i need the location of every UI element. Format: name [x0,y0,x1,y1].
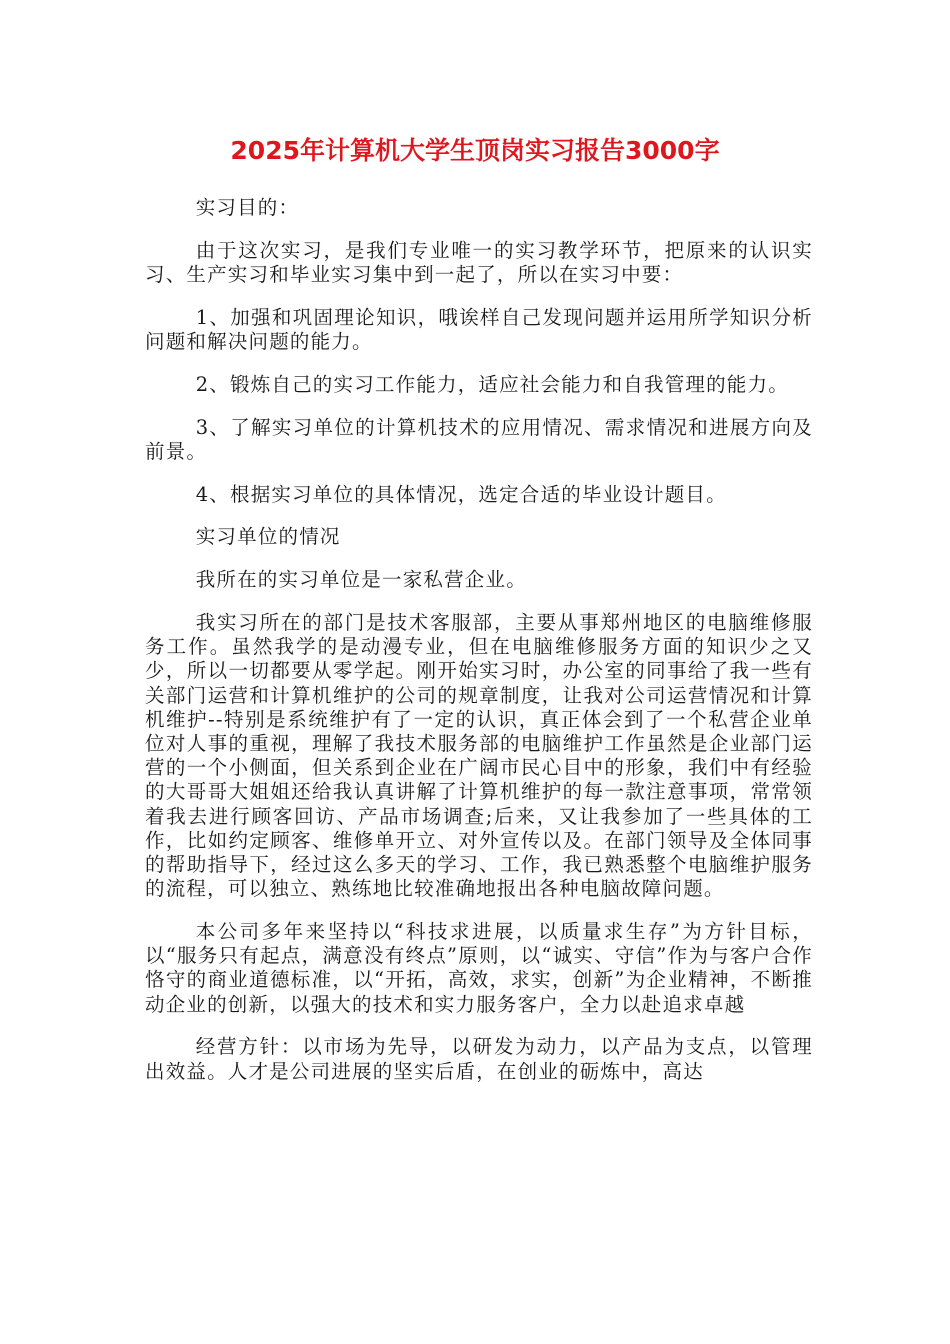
paragraph-department: 我实习所在的部门是技术客服部，主要从事郑州地区的电脑维修服务工作。虽然我学的是动漫专业，但在电脑维修服务方面的知识少之又少，所以一切都要从零学起。刚开始实习时，办公室的同事给了我一些有关部门运营和计算机维护的公司的规章制度，让我对公司运营情况和计算机维护--特别是系统维护有了一定的认识，真正体会到了一个私营企业单位对人事的重视，理解了我技术服务部的电脑维护工作虽然是企业部门运营的一个小侧面，但关系到企业在广阔市民心目中的形象，我们中有经验的大哥哥大姐姐还给我认真讲解了计算机维护的每一款注意事项，常常领着我去进行顾客回访、产品市场调查;后来，又让我参加了一些具体的工作，比如约定顾客、维修单开立、对外宣传以及。在部门领导及全体同事的帮助指导下，经过这么多天的学习、工作，我已熟悉整个电脑维护服务的流程，可以独立、熟练地比较准确地报出各种电脑故障问题。 [145,610,813,901]
paragraph-company-policy: 本公司多年来坚持以“科技求进展，以质量求生存”为方针目标，以“服务只有起点，满意没有终点”原则，以“诚实、守信”作为与客户合作恪守的商业道德标准，以“开拓，高效，求实，创新”为企业精神，不断推动企业的创新，以强大的技术和实力服务客户，全力以赴追求卓越 [145,920,813,1016]
paragraph-goal-3: 3、了解实习单位的计算机技术的应用情况、需求情况和进展方向及前景。 [145,415,813,463]
paragraph-goal-1: 1、加强和巩固理论知识，哦诶样自己发现问题并运用所学知识分析问题和解决问题的能力。 [145,305,813,353]
paragraph-purpose-heading: 实习目的： [195,196,300,219]
paragraph-intro: 由于这次实习，是我们专业唯一的实习教学环节，把原来的认识实习、生产实习和毕业实习集中到一起了，所以在实习中要： [145,238,813,286]
paragraph-business-policy: 经营方针：以市场为先导，以研发为动力，以产品为支点，以管理出效益。人才是公司进展的坚实后盾，在创业的砺炼中，高达 [145,1035,813,1083]
document-body [145,196,813,1102]
paragraph-unit-heading: 实习单位的情况 [195,525,341,549]
paragraph-unit-type: 我所在的实习单位是一家私营企业。 [195,568,527,592]
paragraph-goal-4: 4、根据实习单位的具体情况，选定合适的毕业设计题目。 [195,482,727,506]
document-title: 2025年计算机大学生顶岗实习报告3000字 [230,136,720,165]
paragraph-goal-2: 2、锻炼自己的实习工作能力，适应社会能力和自我管理的能力。 [195,372,789,396]
